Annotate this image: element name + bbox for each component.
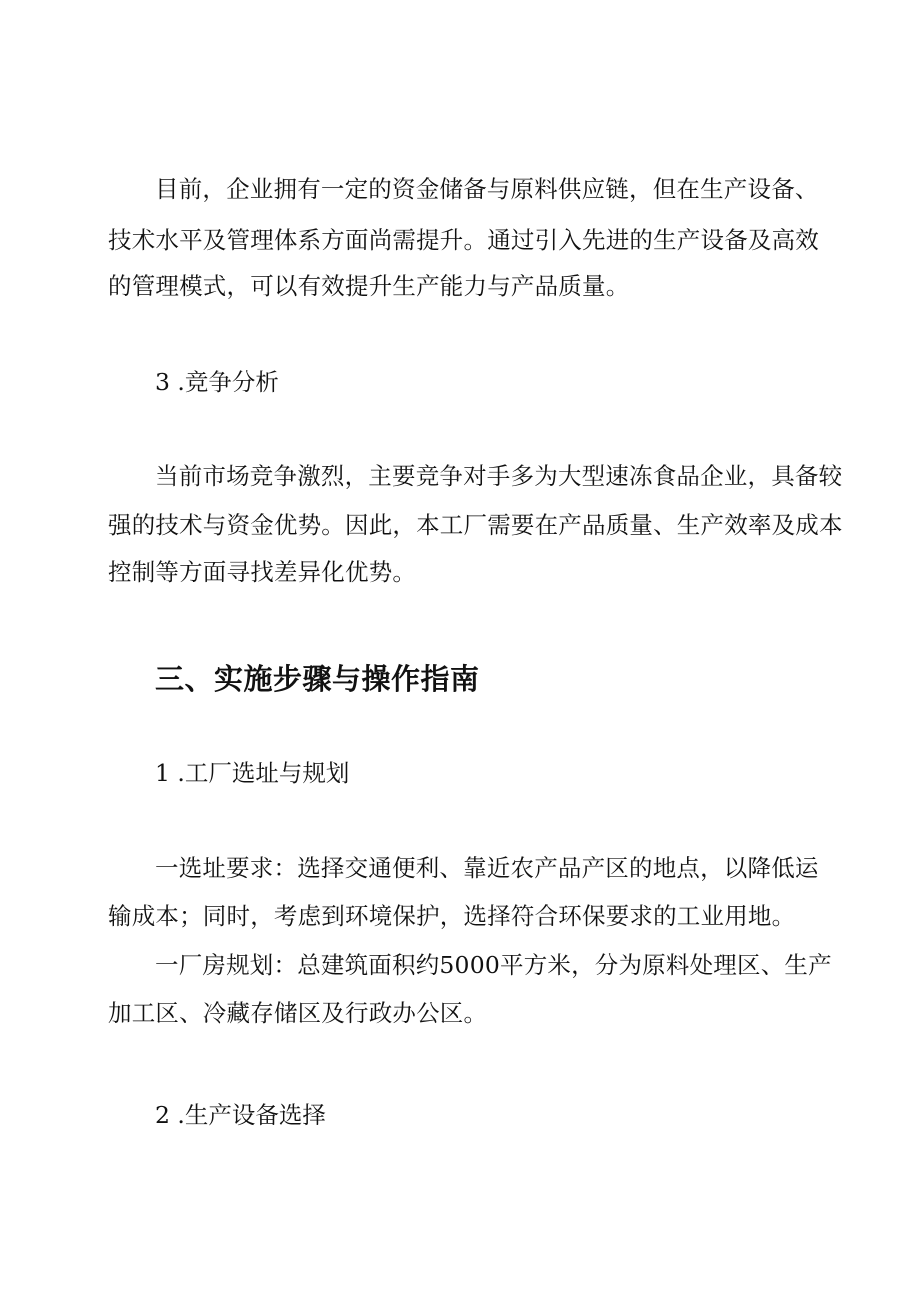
paragraph-line: 加工区、冷藏存储区及行政办公区。	[108, 999, 488, 1027]
paragraph-line: 目前，企业拥有一定的资金储备与原料供应链，但在生产设备、	[155, 175, 819, 203]
paragraph-line: 技术水平及管理体系方面尚需提升。通过引入先进的生产设备及高效	[108, 226, 819, 254]
section-title-equipment: 2 .生产设备选择	[155, 1101, 326, 1129]
section-title-competition: 3 .竞争分析	[155, 368, 279, 396]
paragraph-line: 当前市场竞争激烈，主要竞争对手多为大型速冻食品企业，具备较	[155, 462, 843, 490]
paragraph-line: 一选址要求：选择交通便利、靠近农产品产区的地点，以降低运	[155, 854, 819, 882]
chapter-title: 三、实施步骤与操作指南	[155, 662, 480, 696]
paragraph-line: 控制等方面寻找差异化优势。	[108, 558, 417, 586]
paragraph-line: 一厂房规划：总建筑面积约5000平方米，分为原料处理区、生产	[155, 951, 832, 979]
section-title-site: 1 .工厂选址与规划	[155, 759, 350, 787]
paragraph-line: 的管理模式，可以有效提升生产能力与产品质量。	[108, 272, 630, 300]
paragraph-line: 输成本；同时，考虑到环境保护，选择符合环保要求的工业用地。	[108, 902, 796, 930]
paragraph-line: 强的技术与资金优势。因此，本工厂需要在产品质量、生产效率及成本	[108, 511, 843, 539]
